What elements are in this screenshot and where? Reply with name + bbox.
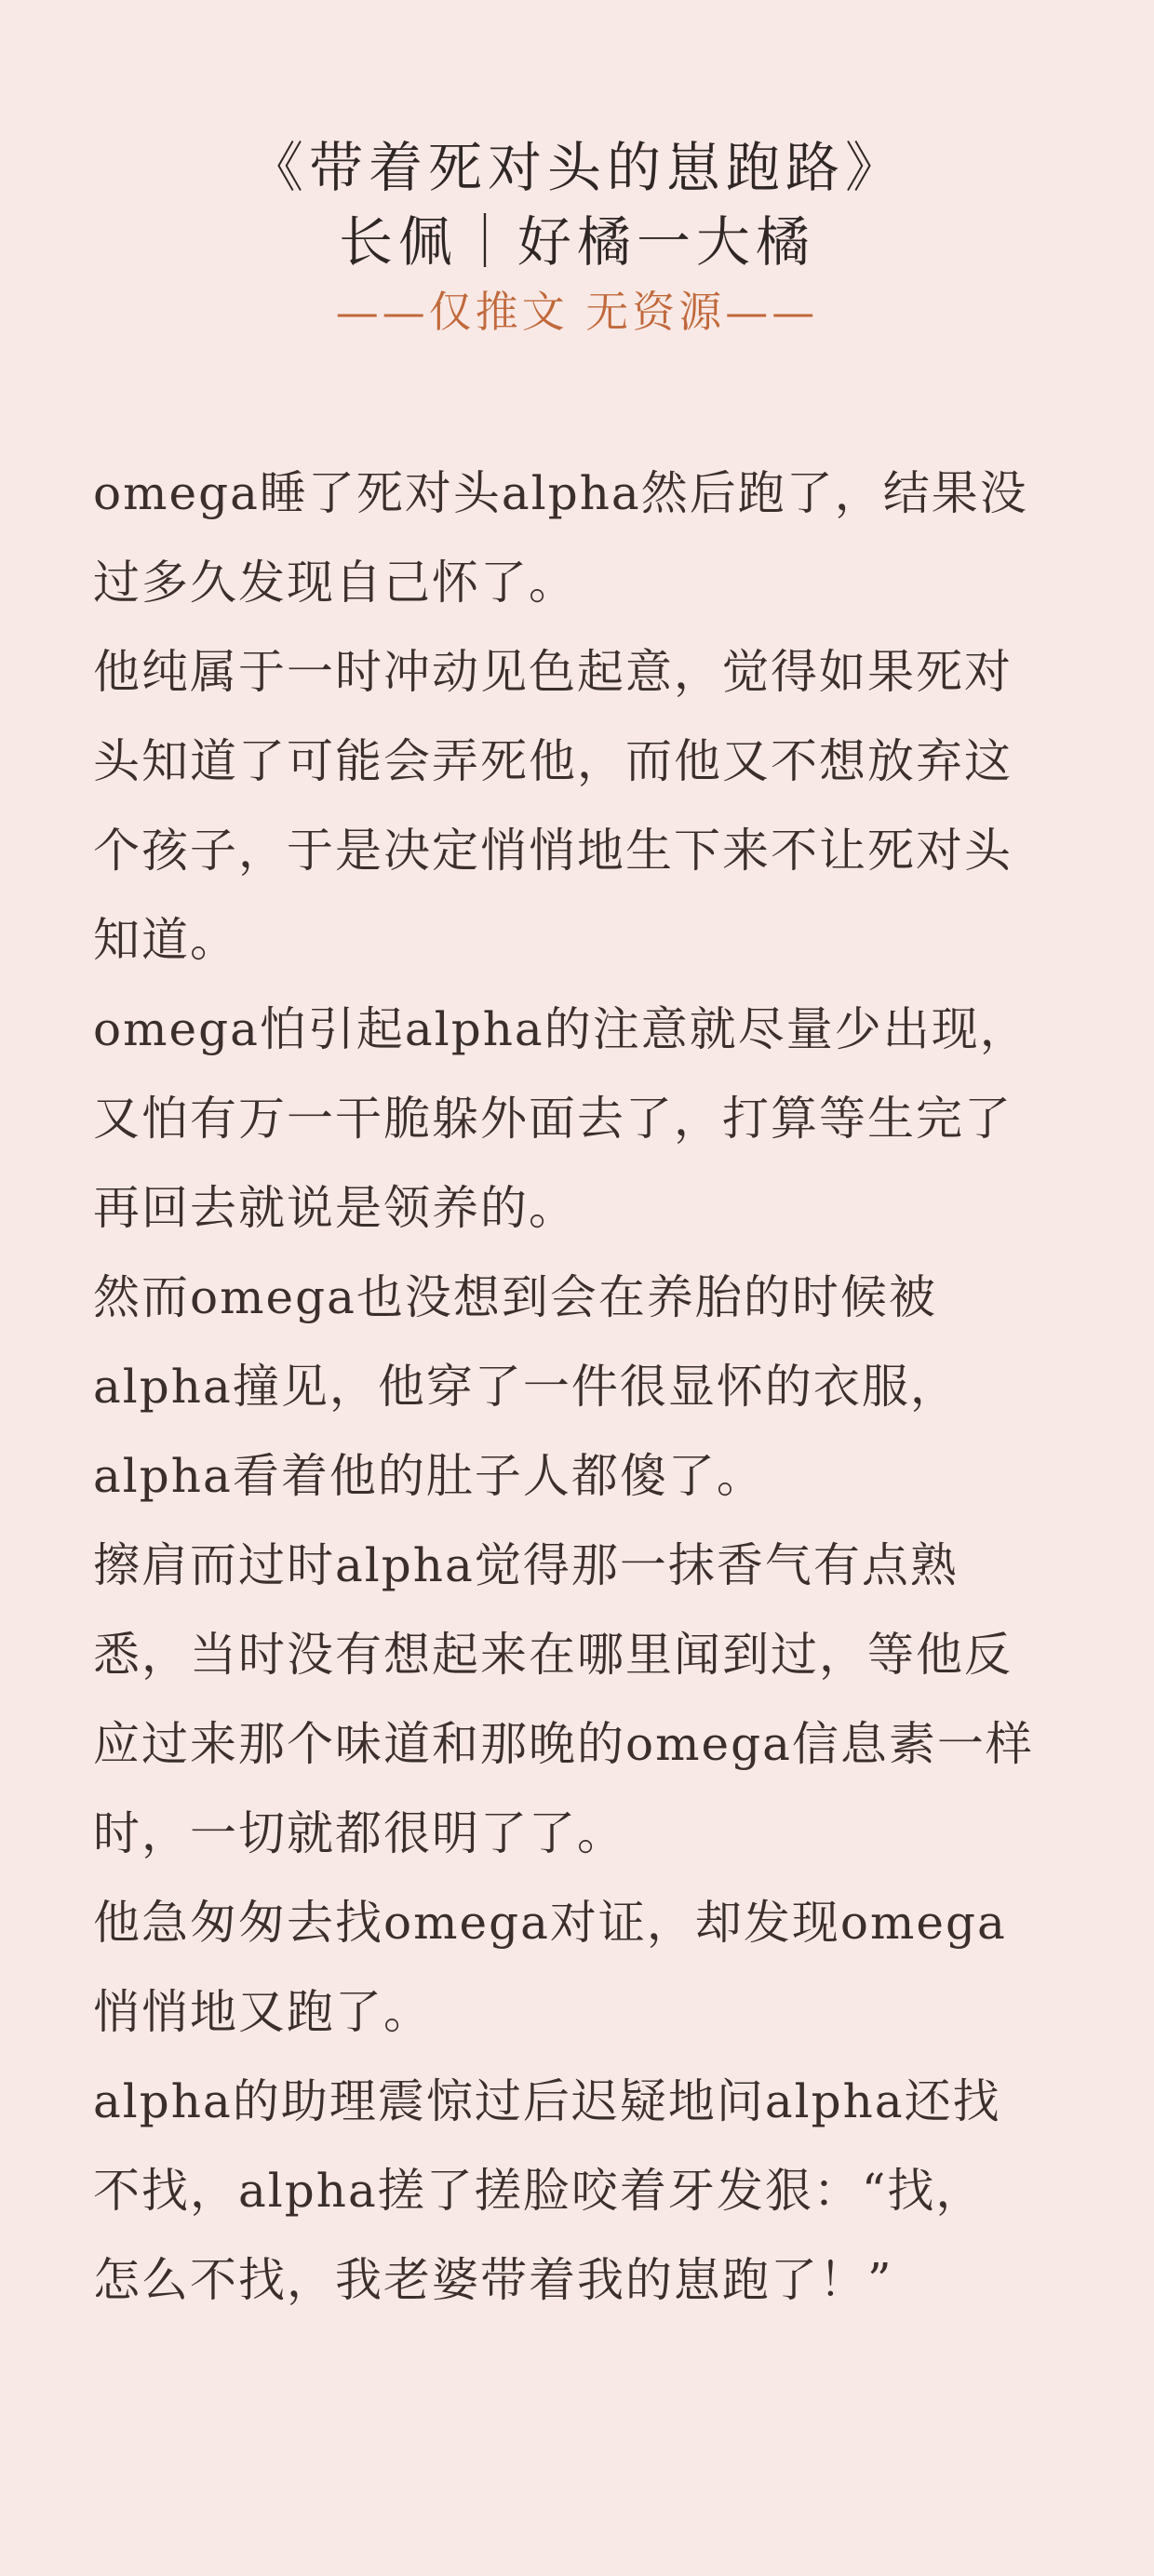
paragraph: 擦肩而过时alpha觉得那一抹香气有点熟 悉，当时没有想起来在哪里闻到过，等他反 应过来那个味道和那晚的omega信息素一样 时，一切就都很明了了。 xyxy=(93,1538,1034,1860)
paragraph: omega怕引起alpha的注意就尽量少出现， 又怕有万一干脆躲外面去了，打算等生完了 再回去就说是领养的。 xyxy=(93,1002,1028,1235)
tagline: ——仅推文 无资源—— xyxy=(335,287,819,337)
paragraph: alpha的助理震惊过后迟疑地问alpha还找 不找，alpha搓了搓脸咬着牙发狠：“找， 怎么不找，我老婆带着我的崽跑了！” xyxy=(93,2074,1001,2307)
paragraph: 然而omega也没想到会在养胎的时候被 alpha撞见，他穿了一件很显怀的衣服， alpha看着他的肚子人都傻了。 xyxy=(93,1270,959,1503)
book-title: 《带着死对头的崽跑路》 xyxy=(248,136,905,199)
book-subtitle: 长佩｜好橘一大橘 xyxy=(338,210,815,274)
header xyxy=(0,130,1154,344)
paragraph: 他急匆匆去找omega对证，却发现omega 悄悄地又跑了。 xyxy=(93,1896,1007,2039)
paragraph: omega睡了死对头alpha然后跑了，结果没 过多久发现自己怀了。 xyxy=(93,466,1028,610)
paragraph: 他纯属于一时冲动见色起意，觉得如果死对 头知道了可能会弄死他，而他又不想放弃这 个孩子，于是决定悄悄地生下来不让死对头 知道。 xyxy=(93,645,1013,967)
synopsis xyxy=(93,449,1061,2325)
